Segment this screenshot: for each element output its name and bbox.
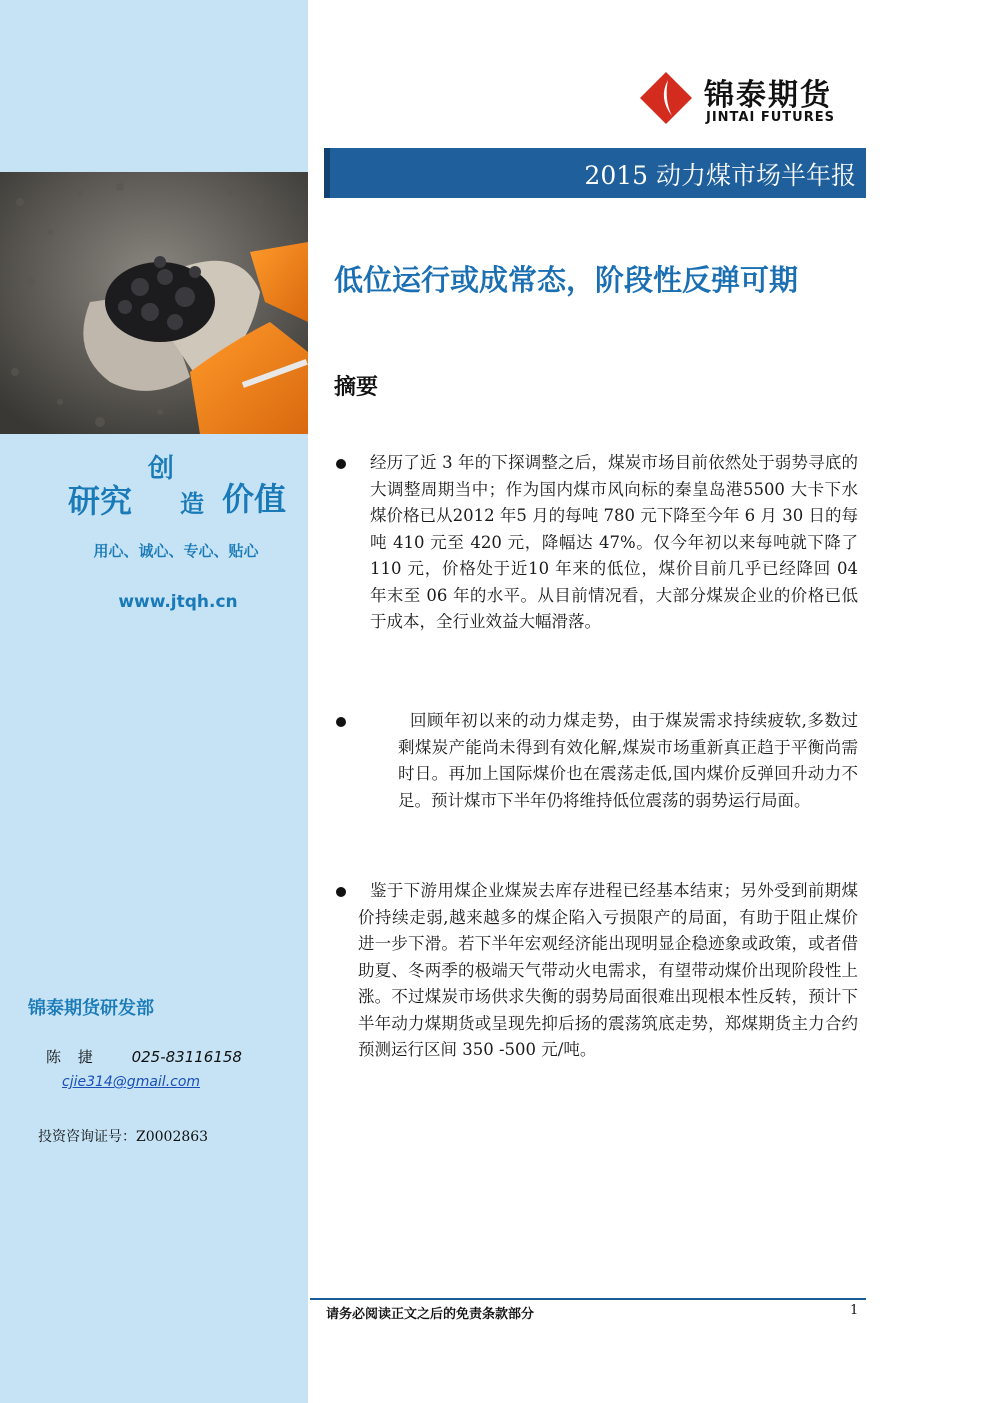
bullet-dot-icon [336, 717, 346, 727]
bullet-dot-icon [336, 887, 346, 897]
summary-bullet [330, 450, 858, 636]
summary-bullet-text: 经历了近 3 年的下探调整之后，煤炭市场目前依然处于弱势寻底的大调整周期当中；作为国内煤市风向标的秦皇岛港5500 大卡下水煤价格已从2012 年5 月的每吨 780 元下降至今年 6 月 30 日的每吨 410 元至 420 元，降幅达 47%。仅今年初以来每吨就下降了 110 元，价格处于近10 年来的低位，煤价目前几乎已经降回 04 年末至 06 年的水平。从目前情况看，大部分煤炭企业的价格已低于成本，全行业效益大幅滑落。 [370, 453, 858, 631]
report-headline: 低位运行或成常态，阶段性反弹可期 [334, 263, 799, 297]
footer-disclaimer: 请务必阅读正文之后的免责条款部分 [326, 1307, 535, 1322]
summary-heading: 摘要 [334, 374, 379, 400]
slogan-create-1: 创 [148, 454, 175, 484]
slogan [0, 440, 308, 530]
analyst-email-link[interactable]: cjie314@gmail.com [62, 1074, 201, 1090]
analyst-contact [46, 1046, 242, 1067]
analyst-phone: 025-83116158 [131, 1048, 242, 1066]
summary-bullet [330, 878, 858, 1064]
coal-hands-illustration [0, 172, 308, 434]
website-link[interactable]: www.jtqh.cn [118, 592, 238, 612]
bullet-dot-icon [336, 459, 346, 469]
coal-hands-photo [0, 172, 308, 434]
analyst-name: 陈 捷 [46, 1048, 99, 1066]
slogan-research: 研究 [68, 482, 133, 520]
slogan-create-2: 造 [180, 490, 204, 518]
summary-bullet-text: 鉴于下游用煤企业煤炭去库存进程已经基本结束；另外受到前期煤价持续走弱,越来越多的煤企陷入亏损限产的局面，有助于阻止煤价进一步下滑。若下半年宏观经济能出现明显企稳迹象或政策，或者借助夏、冬两季的极端天气带动火电需求，有望带动煤价出现阶段性上涨。不过煤炭市场供求失衡的弱势局面很难出现根本性反转，预计下半年动力煤期货或呈现先抑后扬的震荡筑底走势，郑煤期货主力合约预测运行区间 350 -500 元/吨。 [358, 881, 858, 1059]
page-number: 1 [850, 1303, 859, 1318]
license-number: 投资咨询证号：Z0002863 [38, 1129, 209, 1145]
slogan-value: 价值 [222, 480, 287, 518]
summary-bullet [330, 708, 858, 814]
report-banner-title: 2015 动力煤市场半年报 [584, 161, 856, 190]
summary-bullet-text: 回顾年初以来的动力煤走势，由于煤炭需求持续疲软,多数过剩煤炭产能尚未得到有效化解,煤炭市场重新真正趋于平衡尚需时日。再加上国际煤价也在震荡走低,国内煤价反弹回升动力不足。预计煤市下半年仍将维持低位震荡的弱势运行局面。 [398, 711, 858, 810]
sidebar [0, 0, 308, 1403]
report-banner [324, 148, 866, 198]
jintai-logo-icon [638, 70, 694, 126]
motto: 用心、诚心、专心、贴心 [93, 542, 259, 560]
footer-divider [310, 1298, 866, 1300]
brand-name-en: JINTAI FUTURES [706, 110, 835, 125]
brand-name-cn: 锦泰期货 [704, 78, 832, 113]
brand-logo [638, 68, 868, 128]
department-name: 锦泰期货研发部 [28, 998, 154, 1019]
